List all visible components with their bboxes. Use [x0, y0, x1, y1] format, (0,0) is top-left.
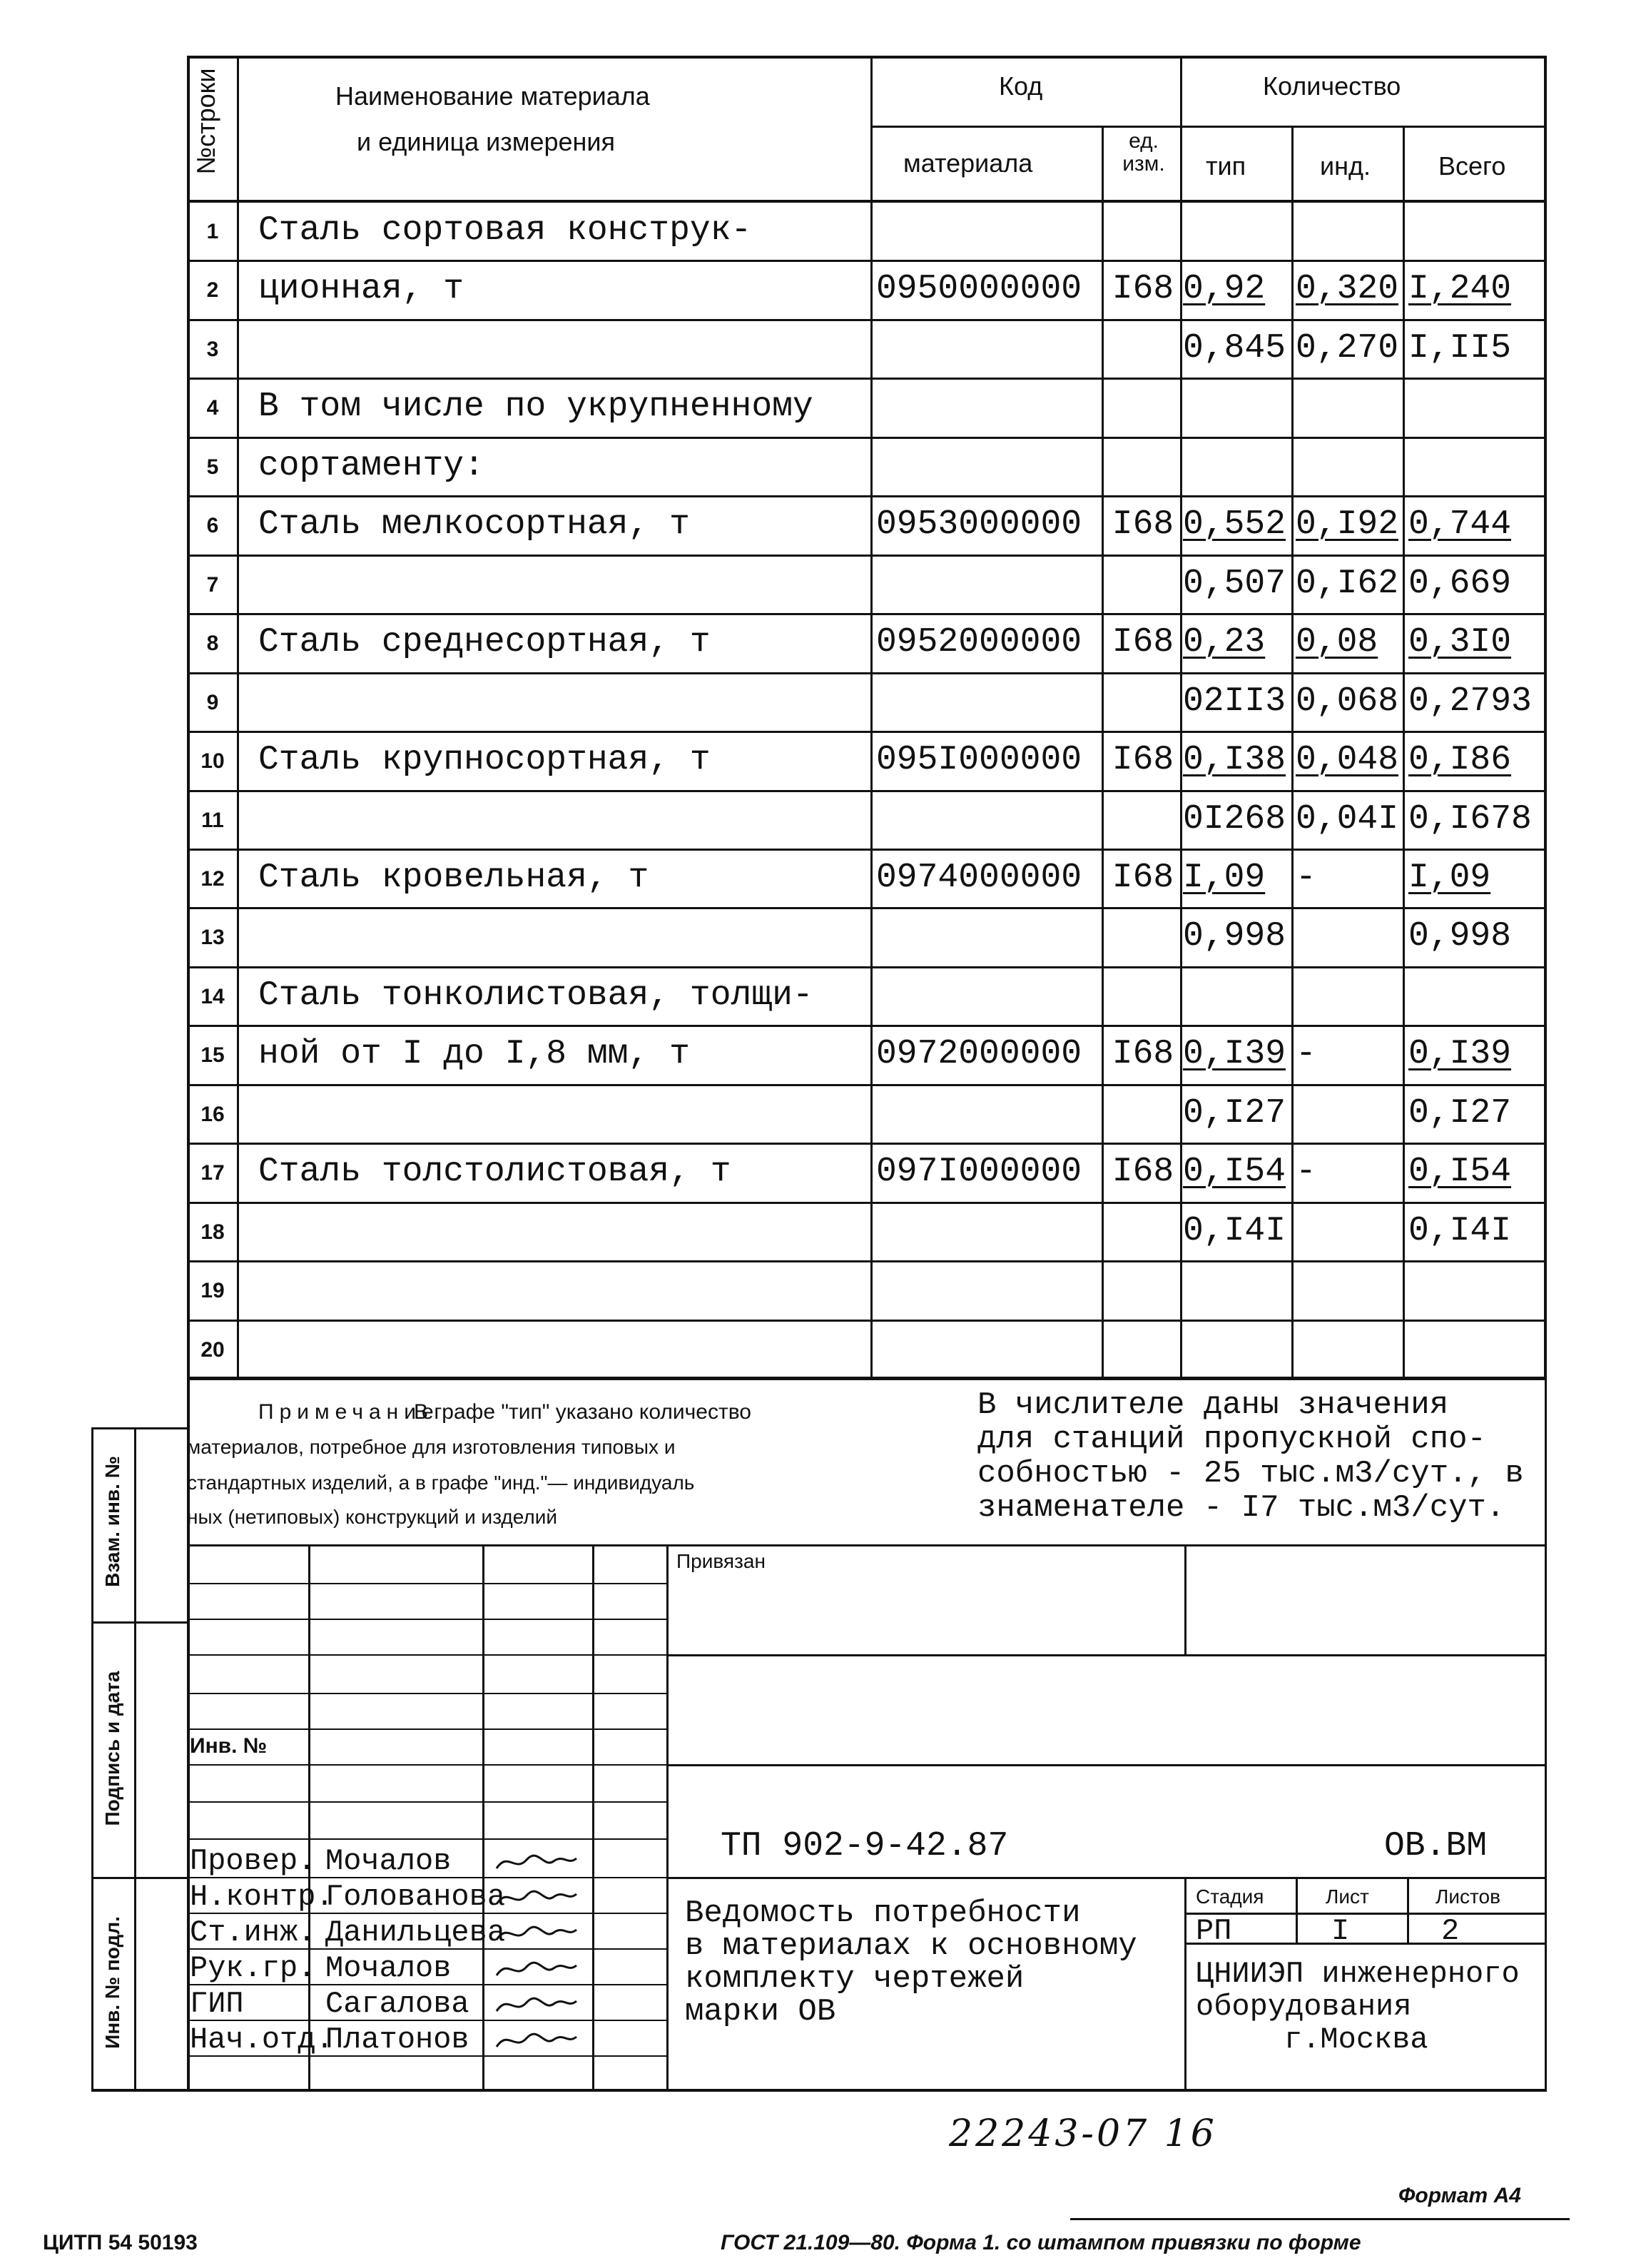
handwritten-signature	[494, 1918, 579, 1950]
name-header-line2: и единица измерения	[357, 127, 616, 156]
material-name: ционная, т	[258, 270, 464, 308]
qty-ind: 0,320	[1296, 270, 1399, 308]
material-name: Сталь среднесортная, т	[258, 623, 711, 662]
stage-value: РП	[1196, 1914, 1232, 1948]
note-title: Примечание	[258, 1400, 439, 1424]
signature-role: Ст.инж.	[190, 1915, 316, 1950]
qty-ind: -	[1296, 859, 1316, 897]
handwritten-signature	[494, 1990, 579, 2021]
row-number: 14	[200, 985, 225, 1008]
unit-code: I68	[1112, 859, 1174, 897]
unit-code: I68	[1112, 270, 1174, 308]
material-name: В том числе по укрупненному	[258, 388, 813, 426]
org-line3: г.Москва	[1284, 2023, 1428, 2057]
qty-ind: 0,04I	[1296, 800, 1399, 839]
row-number: 13	[200, 926, 225, 949]
qty-total: 0,998	[1408, 917, 1512, 956]
qty-total: 0,3I0	[1408, 623, 1512, 662]
qty-ind: 0,I92	[1296, 505, 1399, 544]
signature-name: Сагалова	[325, 1987, 469, 2021]
signature-role: Рук.гр.	[190, 1951, 316, 1985]
footer-left: ЦИТП 54 50193	[43, 2231, 198, 2254]
side-label-inv-podl: Инв. № подл.	[101, 1916, 123, 2049]
row-number: 7	[206, 573, 219, 597]
qty-total: I,240	[1408, 270, 1512, 308]
title-line3: комплекту чертежей	[685, 1961, 1025, 1997]
row-number: 5	[206, 455, 219, 479]
row-number: 15	[200, 1043, 225, 1067]
unit-code: I68	[1112, 623, 1174, 662]
qty-total: 0,669	[1408, 565, 1512, 603]
qty-type: 0,552	[1183, 505, 1286, 544]
row-number: 16	[200, 1103, 225, 1126]
note-typed-line2: для станций пропускной спо-	[977, 1422, 1486, 1457]
qty-type-header: тип	[1206, 151, 1246, 181]
qty-ind: 0,048	[1296, 741, 1399, 779]
format-label: Формат А4	[1398, 2184, 1521, 2207]
material-name: Сталь сортовая конструк-	[258, 211, 752, 250]
material-code: 0952000000	[876, 623, 1082, 662]
handwritten-signature	[494, 1954, 579, 1985]
signature-name: Голованова	[325, 1880, 506, 1914]
sheet-value: I	[1331, 1914, 1350, 1948]
material-code: 0974000000	[876, 859, 1082, 897]
qty-total: I,09	[1408, 859, 1491, 897]
row-number: 17	[200, 1161, 225, 1185]
stage-label: Стадия	[1196, 1885, 1264, 1908]
qty-type: 0,I54	[1183, 1153, 1286, 1191]
row-number: 18	[200, 1220, 225, 1244]
material-code: 0953000000	[876, 505, 1082, 544]
row-number: 1	[206, 220, 219, 243]
qty-ind: 0,270	[1296, 329, 1399, 368]
unit-code: I68	[1112, 505, 1174, 544]
note-typed-line3: собностью - 25 тыс.м3/сут., в	[977, 1456, 1524, 1492]
qty-ind-header: инд.	[1320, 151, 1371, 181]
row-number: 19	[200, 1279, 225, 1302]
material-code: 0972000000	[876, 1035, 1082, 1073]
qty-total: 0,2793	[1408, 682, 1532, 721]
side-label-podpis: Подпись и дата	[101, 1671, 123, 1826]
org-line1: ЦНИИЭП инженерного	[1196, 1957, 1520, 1991]
side-label-vzam: Взам. инв. №	[101, 1456, 123, 1587]
qty-type: 0,23	[1183, 623, 1266, 662]
signature-name: Мочалов	[325, 1844, 452, 1878]
signature-role: Н.контр.	[190, 1880, 334, 1914]
title-line4: марки ОВ	[685, 1994, 836, 2030]
sheets-value: 2	[1441, 1914, 1460, 1948]
row-number-header: №строки	[191, 68, 220, 175]
qty-type: 0,I39	[1183, 1035, 1286, 1073]
name-header-line1: Наименование материала	[335, 81, 650, 111]
qty-type: 0,92	[1183, 270, 1266, 308]
title-line1: Ведомость потребности	[685, 1895, 1081, 1931]
qty-ind: 0,08	[1296, 623, 1378, 662]
title-line2: в материалах к основному	[685, 1928, 1137, 1964]
note-line3: стандартных изделий, а в графе "инд."— индивидуаль	[187, 1472, 695, 1494]
qty-total: I,II5	[1408, 329, 1512, 368]
material-name: Сталь кровельная, т	[258, 859, 649, 897]
drawing-mark: ОВ.ВМ	[1384, 1827, 1488, 1865]
qty-type: 02II3	[1183, 682, 1286, 721]
project-code: ТП 902-9-42.87	[721, 1827, 1009, 1865]
row-number: 3	[206, 338, 219, 361]
qty-type: I,09	[1183, 859, 1266, 897]
signature-name: Платонов	[325, 2023, 469, 2057]
signature-role: ГИП	[190, 1987, 244, 2021]
qty-type: 0I268	[1183, 800, 1286, 839]
qty-total: 0,I27	[1408, 1094, 1512, 1133]
sheet-label: Лист	[1326, 1885, 1369, 1908]
code-unit-header: ед. изм.	[1122, 129, 1165, 176]
qty-type: 0,998	[1183, 917, 1286, 956]
handwritten-archive-number: 22243-07 16	[949, 2112, 1217, 2155]
qty-total: 0,744	[1408, 505, 1512, 544]
unit-code: I68	[1112, 1153, 1174, 1191]
material-code: 0950000000	[876, 270, 1082, 308]
material-name: Сталь толстолистовая, т	[258, 1153, 731, 1191]
qty-total: 0,I39	[1408, 1035, 1512, 1073]
qty-type: 0,507	[1183, 565, 1286, 603]
qty-ind: -	[1296, 1153, 1316, 1191]
qty-group-header: Количество	[1263, 71, 1401, 101]
note-line2: материалов, потребное для изготовления типовых и	[187, 1436, 676, 1458]
handwritten-signature	[494, 2025, 579, 2057]
qty-ind: 0,068	[1296, 682, 1399, 721]
qty-total: 0,I4I	[1408, 1212, 1512, 1250]
material-code: 097I000000	[876, 1153, 1082, 1191]
code-material-header: материала	[903, 148, 1033, 178]
code-group-header: Код	[999, 71, 1043, 101]
qty-type: 0,I27	[1183, 1094, 1286, 1133]
qty-type: 0,I4I	[1183, 1212, 1286, 1250]
note-line4: ных (нетиповых) конструкций и изделий	[187, 1506, 558, 1528]
qty-total: 0,I54	[1408, 1153, 1512, 1191]
material-code: 095I000000	[876, 741, 1082, 779]
signature-role: Провер.	[190, 1844, 316, 1878]
signature-role: Нач.отд.	[190, 2023, 334, 2057]
unit-code: I68	[1112, 1035, 1174, 1073]
unit-code: I68	[1112, 741, 1174, 779]
row-number: 20	[200, 1338, 225, 1362]
material-name: Сталь тонколистовая, толщи-	[258, 976, 813, 1015]
qty-type: 0,I38	[1183, 741, 1286, 779]
row-number: 4	[206, 396, 219, 420]
row-number: 10	[200, 749, 225, 773]
note-line1: В графе "тип" указано количество	[414, 1400, 751, 1424]
row-number: 8	[206, 632, 219, 655]
org-line2: оборудования	[1196, 1990, 1412, 2024]
qty-total: 0,I86	[1408, 741, 1512, 779]
footer-right: ГОСТ 21.109—80. Форма 1. со штампом привязки по форме	[721, 2231, 1361, 2254]
note-typed-line4: знаменателе - I7 тыс.м3/сут.	[977, 1490, 1505, 1526]
qty-ind: -	[1296, 1035, 1316, 1073]
material-name: Сталь крупносортная, т	[258, 741, 711, 779]
row-number: 6	[206, 514, 219, 537]
row-number: 9	[206, 691, 219, 714]
row-number: 11	[201, 809, 224, 832]
sheets-label: Листов	[1436, 1885, 1500, 1908]
note-typed-line1: В числителе даны значения	[977, 1387, 1449, 1423]
material-name: Сталь мелкосортная, т	[258, 505, 690, 544]
handwritten-signature	[494, 1883, 579, 1914]
handwritten-signature	[494, 1847, 579, 1878]
signature-name: Данильцева	[325, 1915, 506, 1950]
qty-total-header: Всего	[1438, 151, 1506, 181]
inv-no-label: Инв. №	[190, 1734, 268, 1758]
qty-type: 0,845	[1183, 329, 1286, 368]
row-number: 2	[206, 278, 219, 302]
material-name: сортаменту:	[258, 447, 484, 485]
material-name: ной от I до I,8 мм, т	[258, 1035, 690, 1073]
signature-name: Мочалов	[325, 1951, 452, 1985]
privyazan-label: Привязан	[676, 1550, 766, 1572]
qty-total: 0,I678	[1408, 800, 1532, 839]
row-number: 12	[200, 867, 225, 891]
qty-ind: 0,I62	[1296, 565, 1399, 603]
